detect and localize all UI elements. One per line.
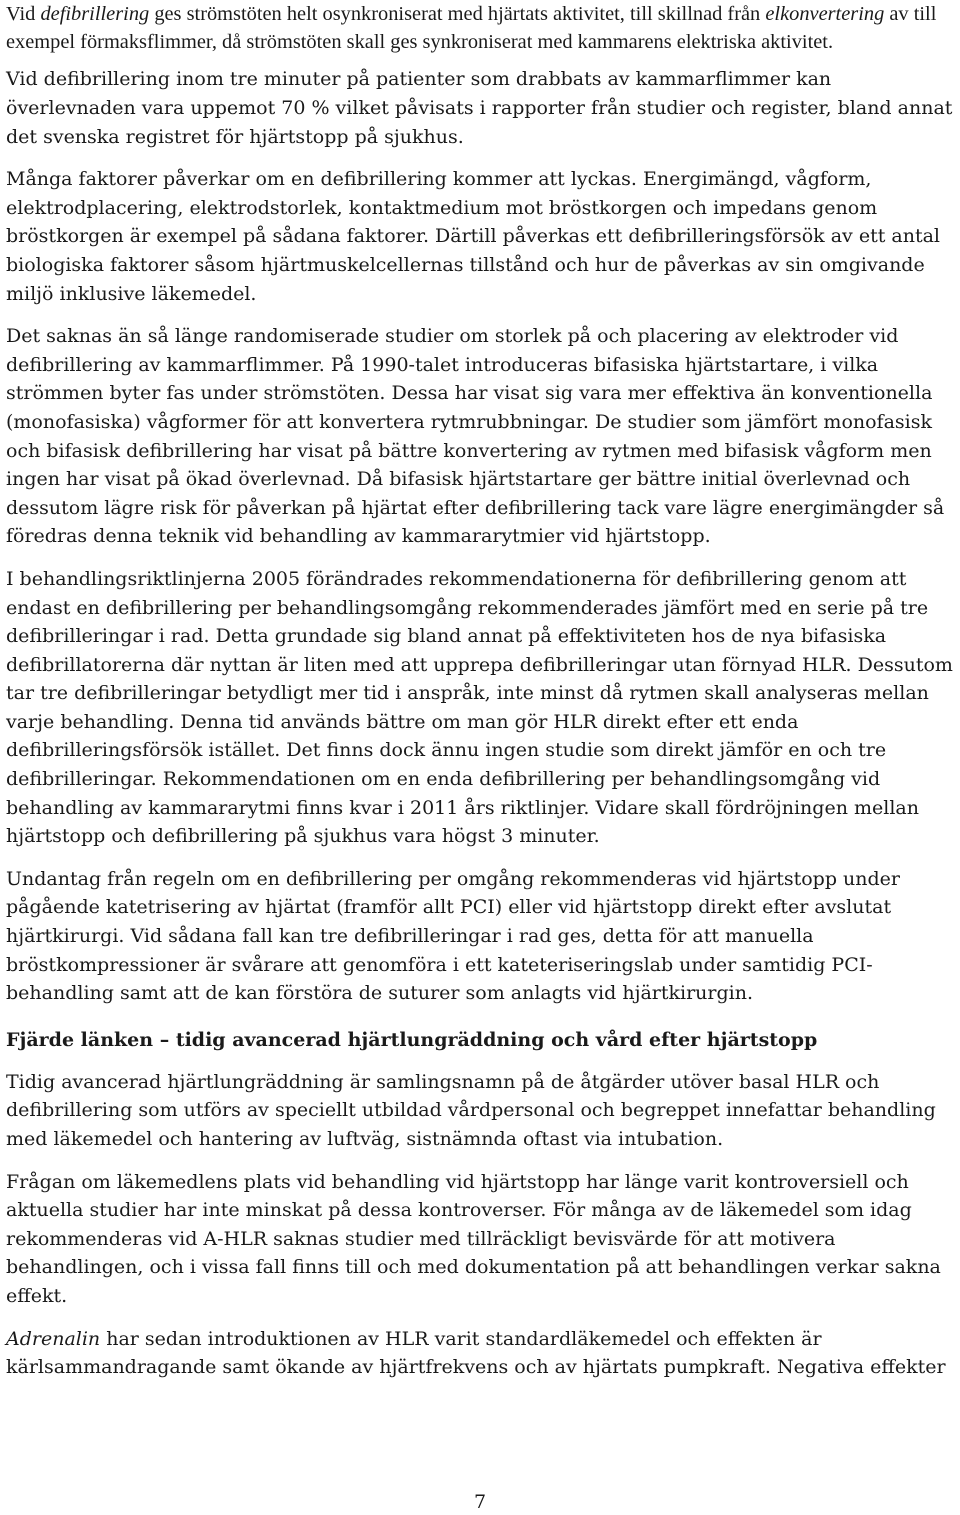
paragraph-factors: Många faktorer påverkar om en defibrillering kommer att lyckas. Energimängd, vågform, elektrodplacering, elektrodstorlek, kontaktmedium mot bröstkorgen och impedans genom bröstkorgen är exempel på sådana faktorer. Därtill påverkas ett defibrilleringsförsök av ett antal biologiska faktorer såsom hjärtmuskelcellernas tillstånd och hur de påverkas av sin omgivande miljö inklusive läkemedel. [6,168,940,305]
paragraph-adrenalin [6,1325,956,1382]
paragraph-exceptions: Undantag från regeln om en defibrillering per omgång rekommenderas vid hjärtstopp under pågående katetrisering av hjärtat (framför allt PCI) eller vid hjärtstopp direkt efter avslutat hjärtkirurgi. Vid sådana fall kan tre defibrilleringar i rad ges, detta för att manuella bröstkompressioner är svårare att genomföra i ett kateteriseringslab under samtidig PCI-behandling samt att de kan förstöra de suturer som anlagts vid hjärtkirurgin. [6,867,901,1005]
text: har sedan introduktionen av HLR varit standardläkemedel och effekten är kärlsammandragande samt ökande av hjärtfrekvens och av hjärtats pumpkraft. Negativa effekter [6,1327,946,1379]
text: av till exempel förmaksflimmer, då strömstöten skall ges synkroniserat med kammarens elektriska aktivitet. [6,3,937,54]
paragraph-survival: Vid defibrillering inom tre minuter på patienter som drabbats av kammarflimmer kan överlevnaden vara uppemot 70 % vilket påvisats i rapporter från studier och register, bland annat det svenska registret för hjärtstopp på sjukhus. [6,68,953,148]
paragraph-guidelines-2005: I behandlingsriktlinjerna 2005 förändrades rekommendationerna för defibrillering genom att endast en defibrillering per behandlingsomgång rekommenderades jämfört med en serie på tre defibrilleringar i rad. Detta grundade sig bland annat på effektiviteten hos de nya bifasiska defibrillatorerna där nyttan är liten med att upprepa defibrilleringar utan förnyad HLR. Dessutom tar tre defibrilleringar betydligt mer tid i anspråk, inte minst då rytmen skall analyseras mellan varje behandling. Denna tid används bättre om man gör HLR direkt efter ett enda defibrilleringsförsök istället. Det finns dock ännu ingen studie som direkt jämför en och tre defibrilleringar. Rekommendationen om en enda defibrillering per behandlingsomgång vid behandling av kammararytmi finns kvar i 2011 års riktlinjer. Vidare skall fördröjningen mellan hjärtstopp och defibrillering på sjukhus vara högst 3 minuter. [6,567,953,848]
page-number: 7 [473,1491,487,1513]
paragraph-biphasic: Det saknas än så länge randomiserade studier om storlek på och placering av elektroder vid defibrillering av kammarflimmer. På 1990-talet introduceras bifasiska hjärtstartare, i vilka strömmen byter fas under strömstöten. Dessa har visat sig vara mer effektiva än konventionella (monofasiska) vågformer för att konvertera rytmrubbningar. De studier som jämfört monofasisk och bifasisk defibrillering har visat på bättre konvertering av rytmen med bifasisk vågform men ingen har visat på ökad överlevnad. Då bifasisk hjärtstartare ger bättre initial överlevnad och dessutom lägre risk för påverkan på hjärtat efter defibrillering tack vare lägre energimängder så föredras denna teknik vid behandling av kammararytmier vid hjärtstopp. [6,325,945,548]
text: Vid [6,3,41,25]
section-heading: Fjärde länken – tidig avancerad hjärtlungräddning och vård efter hjärtstopp [6,1028,818,1051]
text: ges strömstöten helt osynkroniserat med hjärtats aktivitet, till skillnad från [149,3,766,25]
paragraph-advanced-cpr: Tidig avancerad hjärtlungräddning är samlingsnamn på de åtgärder utöver basal HLR och defibrillering som utförs av speciellt utbildad vårdpersonal och begreppet innefattar behandling med läkemedel och hantering av luftväg, sistnämnda oftast via intubation. [6,1070,936,1150]
term-elkonvertering: elkonvertering [765,3,885,25]
document-page [6,0,956,1382]
paragraph-medication: Frågan om läkemedlens plats vid behandling vid hjärtstopp har länge varit kontroversiell och aktuella studier har inte minskat på dessa kontroverser. För många av de läkemedel som idag rekommenderas vid A-HLR saknas studier med tillräckligt bevisvärde för att motivera behandlingen, och i vissa fall finns till och med dokumentation på att behandlingen verkar sakna effekt. [6,1170,941,1307]
paragraph-defibrillering-intro [6,0,956,56]
term-adrenalin: Adrenalin [6,1327,101,1350]
term-defibrillering: defibrillering [40,3,150,25]
